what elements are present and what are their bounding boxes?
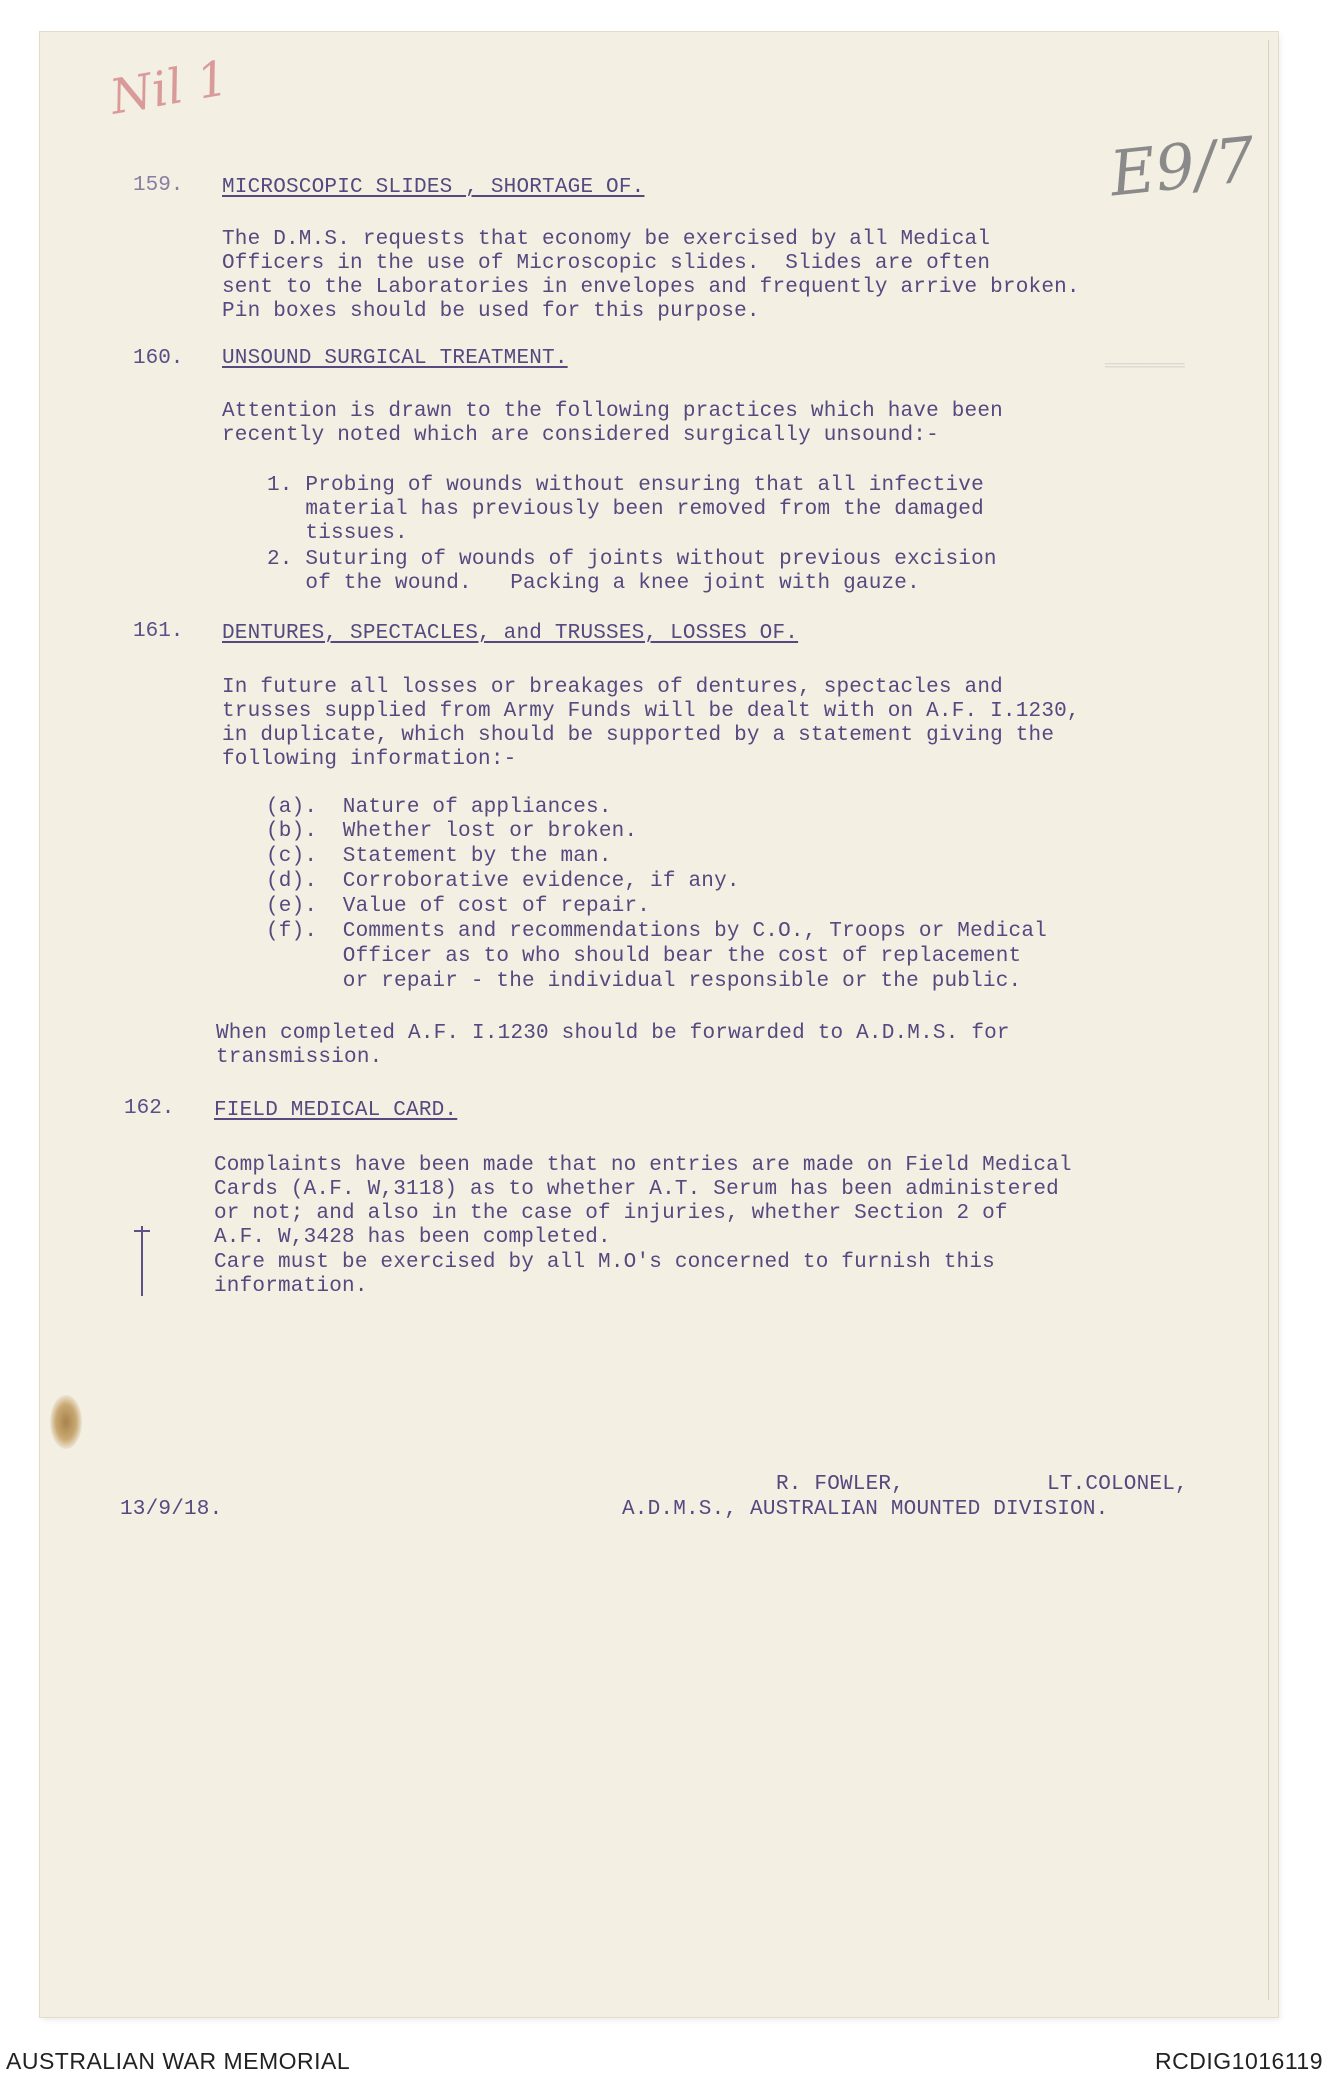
text-line: When completed A.F. I.1230 should be forwarded to A.D.M.S. for <box>216 1022 1010 1045</box>
list-item: or repair - the individual responsible or the public. <box>266 970 1022 993</box>
text-line: The D.M.S. requests that economy be exercised by all Medical <box>222 228 991 251</box>
text-line: Cards (A.F. W,3118) as to whether A.T. Serum has been administered <box>214 1178 1059 1201</box>
archive-id: RCDIG1016119 <box>1155 2048 1323 2074</box>
text-line: trusses supplied from Army Funds will be dealt with on A.F. I.1230, <box>222 700 1080 723</box>
list-item: (e). Value of cost of repair. <box>266 895 651 918</box>
text-line: transmission. <box>216 1046 383 1069</box>
list-item: (b). Whether lost or broken. <box>266 820 638 843</box>
file-reference: E9/7 <box>1106 122 1259 211</box>
list-item: (f). Comments and recommendations by C.O., Troops or Medical <box>266 920 1047 943</box>
document-date: 13/9/18. <box>120 1498 223 1521</box>
section-number: 160. <box>133 347 184 370</box>
section-heading: UNSOUND SURGICAL TREATMENT. <box>222 347 568 370</box>
text-line: Care must be exercised by all M.O's concerned to furnish this <box>214 1251 995 1274</box>
list-item: material has previously been removed from the damaged <box>267 498 984 521</box>
text-line: in duplicate, which should be supported by a statement giving the <box>222 724 1055 747</box>
text-line: or not; and also in the case of injuries, whether Section 2 of <box>214 1202 1008 1225</box>
signatory-name: R. FOWLER, <box>776 1473 905 1496</box>
text-line: recently noted which are considered surgically unsound:- <box>222 424 939 447</box>
margin-pencil-mark <box>141 1226 143 1296</box>
red-pencil-initials: Nil 1 <box>106 50 233 126</box>
paper-stain <box>50 1395 82 1449</box>
section-heading: MICROSCOPIC SLIDES , SHORTAGE OF. <box>222 176 645 199</box>
archive-label: AUSTRALIAN WAR MEMORIAL <box>6 2048 351 2074</box>
text-line: information. <box>214 1275 368 1298</box>
section-heading: FIELD MEDICAL CARD. <box>214 1099 458 1122</box>
section-number: 162. <box>124 1097 175 1120</box>
text-line: A.F. W,3428 has been completed. <box>214 1226 611 1249</box>
text-line: following information:- <box>222 748 517 771</box>
text-line: Pin boxes should be used for this purpose. <box>222 300 760 323</box>
text-line: sent to the Laboratories in envelopes and frequently arrive broken. <box>222 276 1080 299</box>
text-line: In future all losses or breakages of dentures, spectacles and <box>222 676 1003 699</box>
list-item: of the wound. Packing a knee joint with gauze. <box>267 572 920 595</box>
section-number: 161. <box>133 620 184 643</box>
list-item: 2. Suturing of wounds of joints without previous excision <box>267 548 997 571</box>
show-through-text: ═══════ <box>1105 355 1185 377</box>
list-item: (c). Statement by the man. <box>266 845 612 868</box>
text-line: Officers in the use of Microscopic slides. Slides are often <box>222 252 991 275</box>
list-item: 1. Probing of wounds without ensuring that all infective <box>267 474 984 497</box>
list-item: tissues. <box>267 522 408 545</box>
list-item: Officer as to who should bear the cost of replacement <box>266 945 1022 968</box>
margin-pencil-tick <box>134 1230 150 1232</box>
text-line: Attention is drawn to the following practices which have been <box>222 400 1003 423</box>
page-edge <box>1268 40 1269 2000</box>
text-line: Complaints have been made that no entries are made on Field Medical <box>214 1154 1072 1177</box>
signatory-title: A.D.M.S., AUSTRALIAN MOUNTED DIVISION. <box>622 1498 1109 1521</box>
list-item: (d). Corroborative evidence, if any. <box>266 870 740 893</box>
list-item: (a). Nature of appliances. <box>266 796 612 819</box>
section-heading: DENTURES, SPECTACLES, and TRUSSES, LOSSES OF. <box>222 622 799 645</box>
section-number: 159. <box>133 174 184 197</box>
signatory-rank: LT.COLONEL, <box>1047 1473 1188 1496</box>
